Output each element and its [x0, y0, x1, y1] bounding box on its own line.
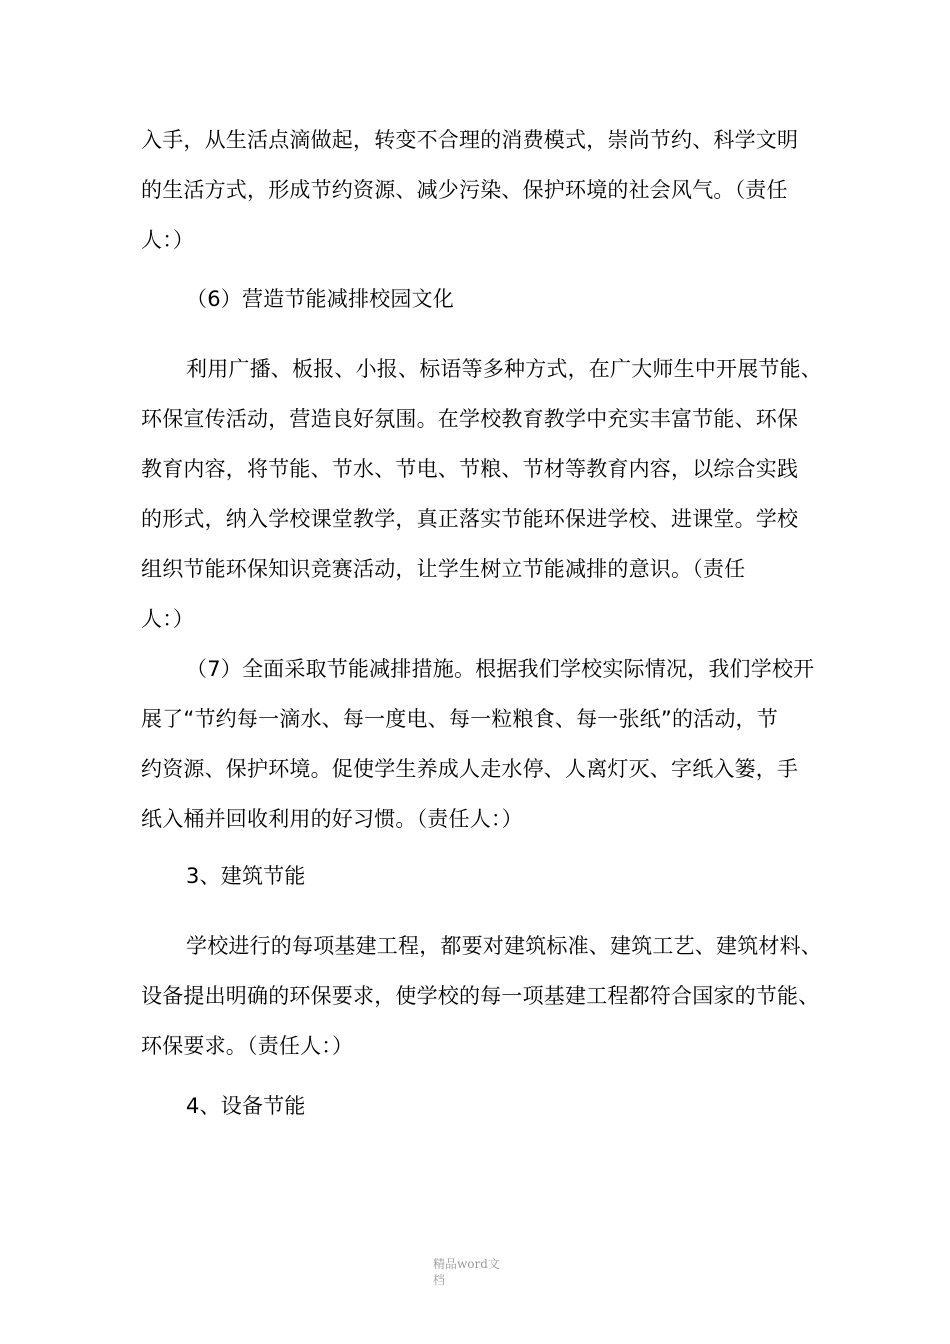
paragraph-line: 的生活方式，形成节约资源、减少污染、保护环境的社会风气。（责任 [141, 178, 788, 202]
paragraph-line: 教育内容，将节能、节水、节电、节粮、节材等教育内容，以综合实践 [141, 457, 799, 481]
paragraph-line: 人：） [141, 228, 195, 252]
section-heading: （6）营造节能减排校园文化 [186, 287, 454, 311]
paragraph-line: 环保要求。（责任人：） [141, 1034, 354, 1058]
paragraph-line: （7）全面采取节能减排措施。根据我们学校实际情况，我们学校开 [186, 657, 815, 681]
paragraph-line: 约资源、保护环境。促使学生养成人走水停、人离灯灭、字纸入篓，手 [141, 757, 799, 781]
paragraph-line: 纸入桶并回收利用的好习惯。（责任人：） [141, 807, 523, 831]
paragraph-line: 展了“节约每一滴水、每一度电、每一粒粮食、每一张纸”的活动，节 [141, 707, 778, 731]
paragraph-line: 组织节能环保知识竞赛活动，让学生树立节能减排的意识。（责任 [141, 557, 746, 581]
section-heading: 4、设备节能 [186, 1094, 306, 1118]
paragraph-line: 入手，从生活点滴做起，转变不合理的消费模式，崇尚节约、科学文明 [141, 128, 799, 152]
paragraph-line: 利用广播、板报、小报、标语等多种方式，在广大师生中开展节能、 [186, 357, 822, 381]
footer-watermark-line: 档 [433, 1273, 446, 1287]
paragraph-line: 环保宣传活动，营造良好氛围。在学校教育教学中充实丰富节能、环保 [141, 407, 799, 431]
paragraph-line: 的形式，纳入学校课堂教学，真正落实节能环保进学校、进课堂。学校 [141, 507, 799, 531]
section-heading: 3、建筑节能 [186, 864, 306, 888]
paragraph-line: 人：） [141, 607, 195, 631]
paragraph-line: 学校进行的每项基建工程，都要对建筑标准、建筑工艺、建筑材料、 [186, 934, 822, 958]
paragraph-line: 设备提出明确的环保要求，使学校的每一项基建工程都符合国家的节能、 [141, 984, 820, 1008]
footer-watermark-line: 精品word文 [433, 1257, 500, 1271]
